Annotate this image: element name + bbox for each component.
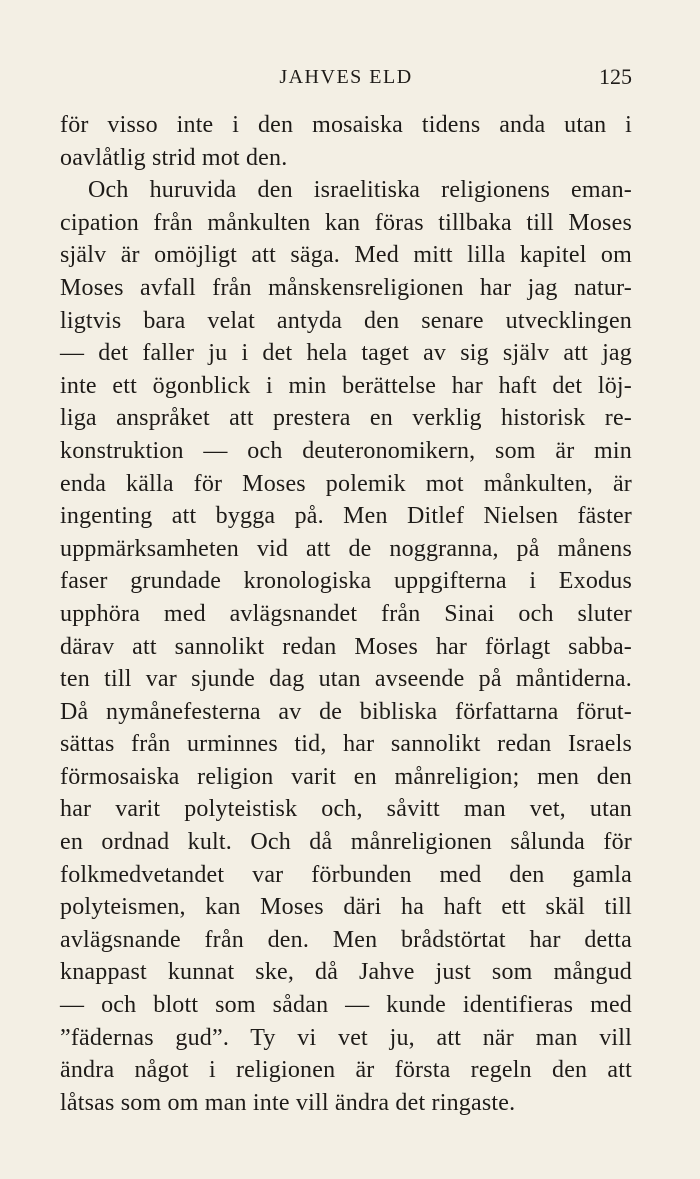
text-line: ten till var sjunde dag utan avseende på måntiderna. xyxy=(60,666,632,693)
text-line: Och huruvida den israelitiska religionens eman- xyxy=(88,177,632,204)
text-line: — det faller ju i det hela taget av sig själv att jag xyxy=(60,340,632,367)
text-line: för visso inte i den mosaiska tidens anda utan i xyxy=(60,112,632,138)
text-line: Då nymånefesterna av de bibliska författarna förut- xyxy=(60,698,632,725)
text-line: ändra något i religionen är första regeln den att xyxy=(60,1057,632,1084)
text-line: ligtvis bara velat antyda den senare utvecklingen xyxy=(60,307,632,334)
text-line: ingenting att bygga på. Men Ditlef Nielsen fäster xyxy=(60,503,632,530)
text-line: en ordnad kult. Och då månreligionen sålunda för xyxy=(60,829,632,856)
text-line: faser grundade kronologiska uppgifterna i Exodus xyxy=(60,568,632,595)
text-line: — och blott som sådan — kunde identifieras med xyxy=(60,992,632,1019)
text-line: polyteismen, kan Moses däri ha haft ett skäl till xyxy=(60,894,632,921)
text-line: knappast kunnat ske, då Jahve just som mångud xyxy=(60,959,632,986)
text-line: förmosaiska religion varit en månreligion; men den xyxy=(60,763,632,790)
text-line: enda källa för Moses polemik mot månkulten, är xyxy=(60,470,632,497)
text-line: ”fädernas gud”. Ty vi vet ju, att när man vill xyxy=(60,1024,632,1051)
page-number: 125 xyxy=(599,64,632,89)
text-line: avlägsnande från den. Men brådstörtat har detta xyxy=(60,926,632,953)
text-line: inte ett ögonblick i min berättelse har haft det löj- xyxy=(60,372,632,399)
text-line: sättas från urminnes tid, har sannolikt redan Israels xyxy=(60,731,632,758)
text-line: låtsas som om man inte vill ändra det ringaste. xyxy=(60,1089,516,1116)
running-title: JAHVES ELD xyxy=(279,66,413,88)
text-line: därav att sannolikt redan Moses har förlagt sabba- xyxy=(60,633,632,660)
text-line: själv är omöjligt att säga. Med mitt lilla kapitel om xyxy=(60,242,632,269)
text-line: Moses avfall från månskensreligionen har jag natur- xyxy=(60,274,632,301)
text-line: upphöra med avlägsnandet från Sinai och sluter xyxy=(60,600,632,627)
running-head xyxy=(60,62,632,92)
text-line: har varit polyteistisk och, såvitt man vet, utan xyxy=(60,796,632,823)
body-text xyxy=(60,109,632,1119)
text-line: konstruktion — och deuteronomikern, som är min xyxy=(60,437,632,464)
text-line: uppmärksamheten vid att de noggranna, på månens xyxy=(60,535,632,562)
text-line: folkmedvetandet var förbunden med den gamla xyxy=(60,861,632,888)
text-line: cipation från månkulten kan föras tillbaka till Moses xyxy=(60,209,632,236)
text-line: oavlåtlig strid mot den. xyxy=(60,144,288,171)
text-line: liga anspråket att prestera en verklig historisk re- xyxy=(60,405,632,432)
